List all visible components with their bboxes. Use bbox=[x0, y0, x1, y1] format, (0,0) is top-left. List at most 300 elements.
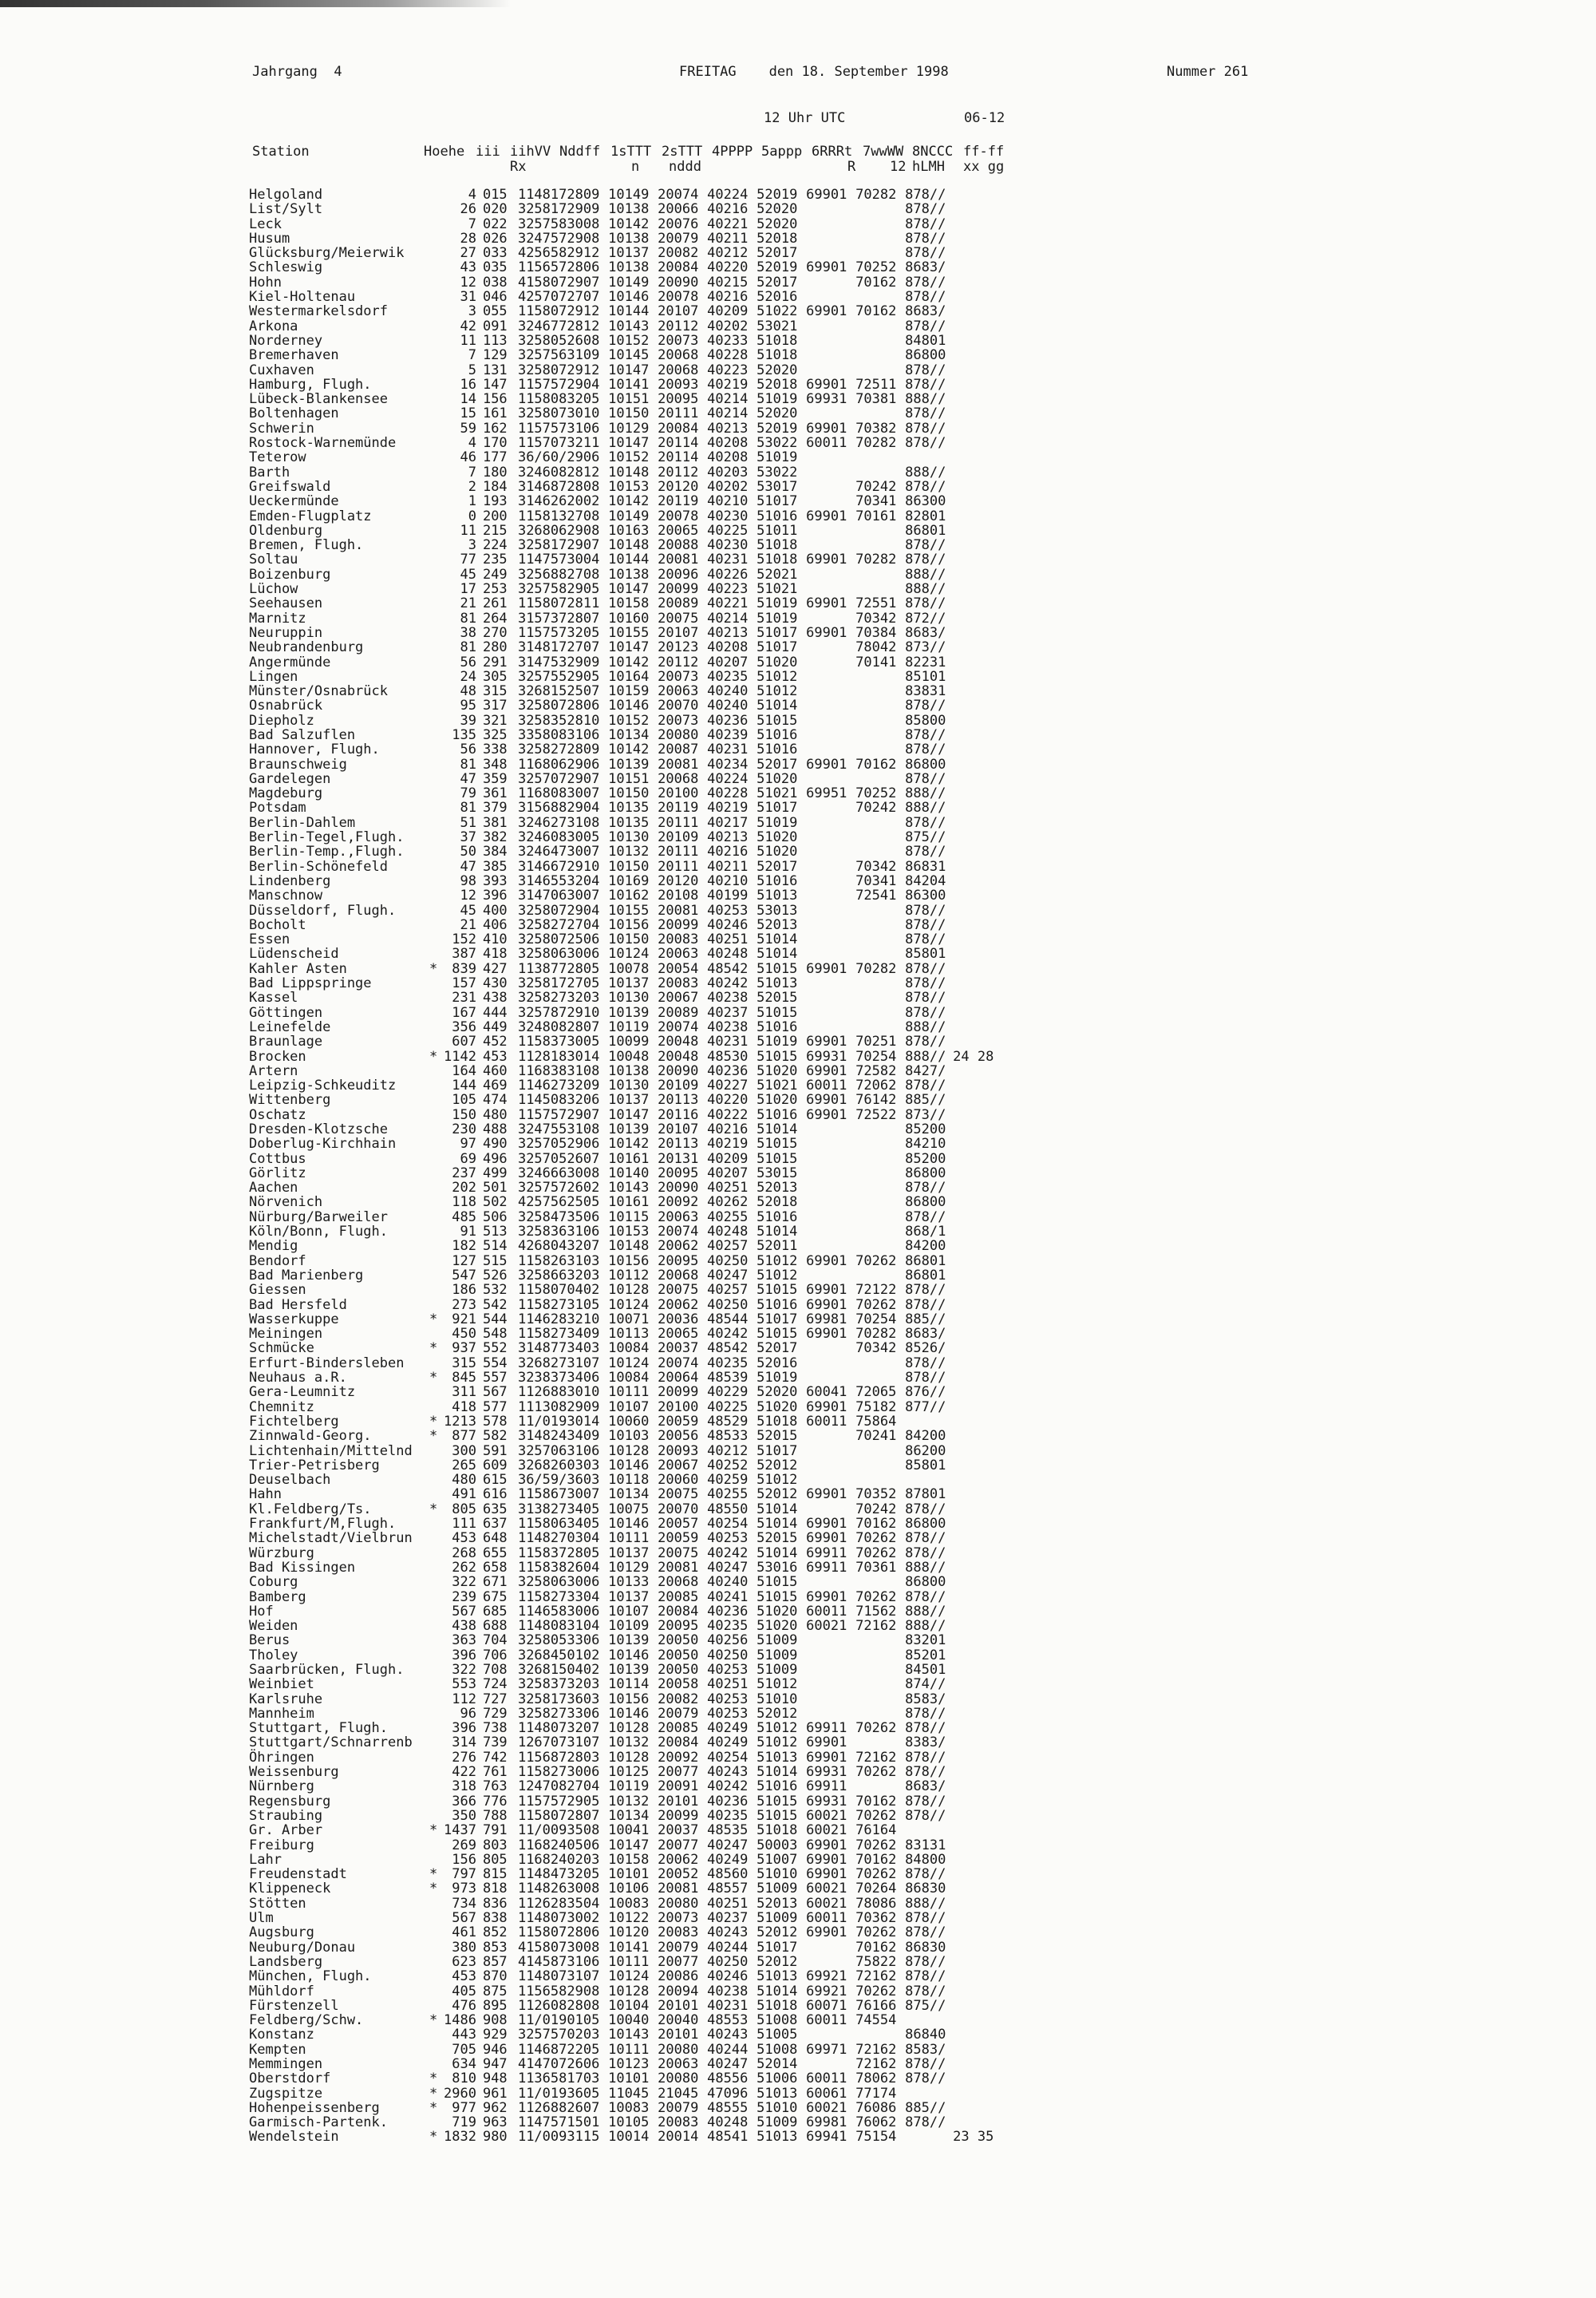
group-4pppp: 48560 bbox=[707, 1866, 749, 1883]
group-2sttt: 20074 bbox=[658, 187, 699, 203]
mountain-marker bbox=[429, 2043, 444, 2057]
group-2sttt: 20058 bbox=[658, 1676, 699, 1693]
group-nddff: 63008 bbox=[559, 1165, 600, 1181]
group-7wwww: 70262 bbox=[855, 1720, 897, 1737]
station-name: Doberlug-Kirchhain bbox=[249, 1136, 397, 1153]
group-6rrrt bbox=[806, 874, 855, 888]
group-iihvv: 11568 bbox=[517, 1749, 559, 1766]
group-ffff bbox=[953, 2027, 1006, 2042]
station-name: Straubing bbox=[249, 1807, 323, 1824]
group-iihvv: 11582 bbox=[517, 1588, 559, 1605]
group-8nccc: 85201 bbox=[905, 1647, 946, 1663]
group-ffff bbox=[953, 640, 1006, 655]
group-2sttt: 20050 bbox=[658, 1647, 699, 1663]
group-nddff: 43409 bbox=[559, 1428, 600, 1445]
station-height: 50 bbox=[460, 844, 476, 860]
group-iihvv: 31465 bbox=[517, 872, 559, 889]
group-6rrrt bbox=[806, 698, 855, 713]
group-6rrrt bbox=[806, 406, 855, 421]
group-8nccc: 888// bbox=[905, 464, 946, 481]
group-iihvv: 11262 bbox=[517, 1895, 559, 1912]
station-name: Chemnitz bbox=[249, 1398, 314, 1415]
group-5appp: 52011 bbox=[757, 1238, 798, 1255]
station-height: 491 bbox=[452, 1486, 476, 1503]
group-4pppp: 40213 bbox=[707, 420, 749, 437]
group-nddff: 72806 bbox=[559, 259, 600, 276]
group-7wwww: 70162 bbox=[855, 1851, 897, 1868]
group-ffff bbox=[953, 509, 1006, 524]
group-nddff: 52607 bbox=[559, 1150, 600, 1167]
mountain-marker bbox=[429, 1750, 444, 1765]
mountain-marker: * bbox=[429, 1428, 438, 1445]
group-nddff: 73603 bbox=[559, 1691, 600, 1707]
group-1sttt: 10163 bbox=[608, 522, 650, 539]
station-height: 127 bbox=[452, 1252, 476, 1269]
station-id: 578 bbox=[482, 1413, 508, 1430]
table-row bbox=[249, 421, 1006, 436]
group-4pppp: 40242 bbox=[707, 1778, 749, 1795]
group-7wwww bbox=[855, 1152, 905, 1166]
group-5appp: 53022 bbox=[757, 435, 798, 452]
group-6rrrt bbox=[806, 582, 855, 596]
station-name: Bamberg bbox=[249, 1588, 306, 1605]
group-6rrrt bbox=[806, 976, 855, 991]
station-id: 963 bbox=[482, 2114, 508, 2131]
group-7wwww bbox=[855, 1575, 905, 1589]
mountain-marker bbox=[429, 1633, 444, 1647]
station-id: 156 bbox=[482, 391, 508, 408]
group-1sttt: 10147 bbox=[608, 581, 650, 598]
mountain-marker bbox=[429, 319, 444, 334]
group-4pppp: 40213 bbox=[707, 829, 749, 846]
group-5appp: 51021 bbox=[757, 581, 798, 598]
table-row bbox=[249, 1750, 1006, 1765]
group-7wwww bbox=[855, 1268, 905, 1283]
group-2sttt: 20080 bbox=[658, 726, 699, 743]
group-7wwww: 70254 bbox=[855, 1048, 897, 1065]
table-row bbox=[249, 1779, 1006, 1794]
group-8nccc: 875// bbox=[905, 1997, 946, 2014]
group-5appp: 51020 bbox=[757, 1618, 798, 1635]
table-row bbox=[249, 1925, 1006, 1940]
group-4pppp: 40254 bbox=[707, 1516, 749, 1533]
group-ffff bbox=[953, 1429, 1006, 1443]
group-1sttt: 10128 bbox=[608, 1983, 650, 1999]
group-1sttt: 10139 bbox=[608, 1004, 650, 1021]
station-name: Gera-Leumnitz bbox=[249, 1384, 356, 1401]
group-5appp: 51017 bbox=[757, 1311, 798, 1327]
station-id: 444 bbox=[482, 1004, 508, 1021]
mountain-marker bbox=[429, 436, 444, 450]
group-nddff: 73205 bbox=[559, 624, 600, 641]
mountain-marker: * bbox=[429, 2085, 438, 2102]
group-7wwww bbox=[855, 1473, 905, 1487]
station-name: Teterow bbox=[249, 449, 306, 466]
group-nddff: 73405 bbox=[559, 1501, 600, 1517]
mountain-marker bbox=[429, 1166, 444, 1181]
group-2sttt: 20068 bbox=[658, 1574, 699, 1591]
group-nddff: 32909 bbox=[559, 654, 600, 670]
station-height: 17 bbox=[460, 581, 476, 598]
group-iihvv: 11365 bbox=[517, 2071, 559, 2087]
group-7wwww: 76062 bbox=[855, 2114, 897, 2131]
group-6rrrt: 69901 bbox=[806, 508, 847, 524]
station-height: 422 bbox=[452, 1764, 476, 1781]
table-row bbox=[249, 1969, 1006, 1984]
group-iihvv: 11475 bbox=[517, 2114, 559, 2131]
group-ffff bbox=[953, 290, 1006, 304]
group-iihvv: 32582 bbox=[517, 990, 559, 1007]
group-ffff bbox=[953, 1984, 1006, 1999]
group-4pppp: 40240 bbox=[707, 1574, 749, 1591]
station-name: Regensburg bbox=[249, 1793, 331, 1810]
group-8nccc: 878// bbox=[905, 1530, 946, 1547]
table-row bbox=[249, 1414, 1006, 1429]
group-5appp: 52017 bbox=[757, 756, 798, 773]
station-id: 393 bbox=[482, 872, 508, 889]
station-height: 95 bbox=[460, 698, 476, 714]
group-1sttt: 10111 bbox=[608, 1953, 650, 1970]
group-nddff: 82607 bbox=[559, 2099, 600, 2116]
station-height: 45 bbox=[460, 902, 476, 919]
group-iihvv: 32580 bbox=[517, 1574, 559, 1591]
group-ffff bbox=[953, 1341, 1006, 1355]
group-8nccc: 873// bbox=[905, 1106, 946, 1123]
group-1sttt: 10138 bbox=[608, 566, 650, 583]
table-row bbox=[249, 1502, 1006, 1517]
group-2sttt: 20112 bbox=[658, 318, 699, 334]
mountain-marker bbox=[429, 714, 444, 728]
group-1sttt: 10048 bbox=[608, 1048, 650, 1065]
station-height: 4 bbox=[468, 435, 476, 452]
group-5appp: 52016 bbox=[757, 1355, 798, 1371]
table-row bbox=[249, 1663, 1006, 1677]
group-5appp: 52013 bbox=[757, 1180, 798, 1196]
group-iihvv: 11/01 bbox=[517, 2085, 559, 2102]
group-nddff: 62505 bbox=[559, 1194, 600, 1211]
mountain-marker bbox=[429, 2027, 444, 2042]
group-7wwww bbox=[855, 670, 905, 684]
station-id: 452 bbox=[482, 1034, 508, 1050]
station-id: 396 bbox=[482, 888, 508, 904]
group-iihvv: 32581 bbox=[517, 975, 559, 992]
mountain-marker bbox=[429, 1108, 444, 1122]
group-8nccc: 85101 bbox=[905, 668, 946, 685]
group-nddff: 83007 bbox=[559, 785, 600, 802]
station-id: 582 bbox=[482, 1428, 508, 1445]
group-iihvv: 11450 bbox=[517, 1092, 559, 1109]
group-2sttt: 20077 bbox=[658, 1953, 699, 1970]
group-5appp: 51021 bbox=[757, 785, 798, 802]
table-row bbox=[249, 1385, 1006, 1399]
group-1sttt: 10078 bbox=[608, 960, 650, 977]
group-6rrrt: 69901 bbox=[806, 1749, 847, 1766]
mountain-marker bbox=[429, 202, 444, 216]
group-8nccc bbox=[905, 1823, 953, 1837]
station-id: 193 bbox=[482, 493, 508, 510]
group-4pppp: 40233 bbox=[707, 332, 749, 349]
group-6rrrt bbox=[806, 1020, 855, 1034]
group-ffff bbox=[953, 1283, 1006, 1297]
group-iihvv: 11/01 bbox=[517, 1413, 559, 1430]
station-name: Ueckermünde bbox=[249, 493, 339, 510]
station-id: 763 bbox=[482, 1778, 508, 1795]
group-7wwww: 70342 bbox=[855, 610, 897, 627]
group-7wwww bbox=[855, 1356, 905, 1370]
station-id: 453 bbox=[482, 1048, 508, 1065]
group-2sttt: 20068 bbox=[658, 1267, 699, 1283]
group-5appp: 51012 bbox=[757, 1734, 798, 1751]
group-4pppp: 40230 bbox=[707, 537, 749, 554]
group-6rrrt bbox=[806, 1006, 855, 1020]
group-8nccc: 878// bbox=[905, 770, 946, 787]
table-row bbox=[249, 1911, 1006, 1925]
station-height: 262 bbox=[452, 1559, 476, 1576]
group-4pppp: 40241 bbox=[707, 1588, 749, 1605]
group-7wwww: 71562 bbox=[855, 1603, 897, 1620]
group-1sttt: 10138 bbox=[608, 1062, 650, 1079]
station-name: Bremen, Flugh. bbox=[249, 537, 364, 554]
group-1sttt: 10155 bbox=[608, 624, 650, 641]
group-5appp: 51019 bbox=[757, 814, 798, 831]
group-8nccc: 85801 bbox=[905, 1457, 946, 1473]
group-1sttt: 10153 bbox=[608, 1224, 650, 1240]
station-name: Bad Salzuflen bbox=[249, 726, 356, 743]
group-ffff bbox=[953, 1006, 1006, 1020]
group-2sttt: 20095 bbox=[658, 1165, 699, 1181]
group-6rrrt: 60041 bbox=[806, 1384, 847, 1401]
station-height: 5 bbox=[468, 362, 476, 378]
group-2sttt: 20086 bbox=[658, 1968, 699, 1985]
group-nddff: 82909 bbox=[559, 1398, 600, 1415]
group-8nccc: 878// bbox=[905, 1749, 946, 1766]
group-1sttt: 10041 bbox=[608, 1822, 650, 1839]
mountain-marker bbox=[429, 1940, 444, 1955]
group-ffff bbox=[953, 378, 1006, 392]
group-ffff bbox=[953, 1210, 1006, 1224]
station-id: 526 bbox=[482, 1267, 508, 1283]
group-iihvv: 32581 bbox=[517, 1691, 559, 1707]
mountain-marker bbox=[429, 1707, 444, 1721]
station-name: Osnabrück bbox=[249, 698, 323, 714]
group-5appp: 51014 bbox=[757, 1983, 798, 1999]
group-ffff bbox=[953, 1400, 1006, 1414]
group-7wwww: 70262 bbox=[855, 1866, 897, 1883]
group-5appp: 51006 bbox=[757, 2071, 798, 2087]
station-height: 15 bbox=[460, 405, 476, 422]
group-1sttt: 10146 bbox=[608, 1705, 650, 1722]
group-7wwww bbox=[855, 1444, 905, 1458]
station-id: 961 bbox=[482, 2085, 508, 2102]
group-8nccc: 86840 bbox=[905, 2027, 946, 2043]
group-2sttt: 20090 bbox=[658, 1062, 699, 1079]
group-5appp: 51016 bbox=[757, 1778, 798, 1795]
group-5appp: 51022 bbox=[757, 303, 798, 320]
group-7wwww: 76142 bbox=[855, 1092, 897, 1109]
group-6rrrt: 69901 bbox=[806, 756, 847, 773]
station-height: 7 bbox=[468, 464, 476, 481]
group-7wwww bbox=[855, 1735, 905, 1750]
table-row bbox=[249, 904, 1006, 918]
group-ffff bbox=[953, 947, 1006, 961]
group-7wwww bbox=[855, 714, 905, 728]
table-row bbox=[249, 714, 1006, 728]
group-ffff bbox=[953, 2013, 1006, 2027]
table-row bbox=[249, 319, 1006, 334]
station-name: Schwerin bbox=[249, 420, 314, 437]
mountain-marker bbox=[429, 1999, 444, 2013]
group-6rrrt bbox=[806, 860, 855, 874]
group-1sttt: 10137 bbox=[608, 1092, 650, 1109]
group-nddff: 83104 bbox=[559, 1618, 600, 1635]
station-name: Feldberg/Schw. bbox=[249, 2012, 364, 2029]
group-6rrrt bbox=[806, 1429, 855, 1443]
group-6rrrt bbox=[806, 742, 855, 757]
station-id: 791 bbox=[482, 1822, 508, 1839]
station-name: Schleswig bbox=[249, 259, 323, 276]
group-5appp: 51021 bbox=[757, 1078, 798, 1094]
mountain-marker bbox=[429, 406, 444, 421]
mountain-marker bbox=[429, 1356, 444, 1370]
group-8nccc: 868/1 bbox=[905, 1224, 946, 1240]
group-5appp: 52018 bbox=[757, 376, 798, 393]
group-6rrrt bbox=[806, 684, 855, 698]
mountain-marker bbox=[429, 860, 444, 874]
group-6rrrt bbox=[806, 1152, 855, 1166]
group-6rrrt bbox=[806, 538, 855, 552]
group-4pppp: 48530 bbox=[707, 1048, 749, 1065]
group-ffff bbox=[953, 524, 1006, 538]
station-name: Nürnberg bbox=[249, 1778, 314, 1795]
group-2sttt: 20048 bbox=[658, 1048, 699, 1065]
group-8nccc: 86200 bbox=[905, 1442, 946, 1459]
group-ffff bbox=[953, 1765, 1006, 1779]
group-4pppp: 40199 bbox=[707, 888, 749, 904]
group-1sttt: 10106 bbox=[608, 1881, 650, 1897]
group-7wwww bbox=[855, 465, 905, 480]
group-iihvv: 11575 bbox=[517, 1793, 559, 1810]
station-height: 111 bbox=[452, 1516, 476, 1533]
group-2sttt: 20082 bbox=[658, 245, 699, 262]
station-height: 805 bbox=[452, 1501, 476, 1517]
group-6rrrt bbox=[806, 334, 855, 348]
group-1sttt: 10119 bbox=[608, 1018, 650, 1035]
group-5appp: 51017 bbox=[757, 1442, 798, 1459]
group-nddff: 82912 bbox=[559, 245, 600, 262]
group-ffff bbox=[953, 1195, 1006, 1209]
group-5appp: 51015 bbox=[757, 1326, 798, 1343]
station-height: 973 bbox=[452, 1881, 476, 1897]
group-nddff: 63006 bbox=[559, 1574, 600, 1591]
group-5appp: 51014 bbox=[757, 1764, 798, 1781]
station-height: 839 bbox=[452, 960, 476, 977]
group-ffff bbox=[953, 874, 1006, 888]
group-4pppp: 48533 bbox=[707, 1428, 749, 1445]
group-6rrrt bbox=[806, 1195, 855, 1209]
group-iihvv: 11575 bbox=[517, 376, 559, 393]
group-iihvv: 32681 bbox=[517, 683, 559, 700]
group-iihvv: 11683 bbox=[517, 1062, 559, 1079]
group-5appp: 51010 bbox=[757, 1691, 798, 1707]
group-5appp: 51009 bbox=[757, 1647, 798, 1663]
group-8nccc: 872// bbox=[905, 610, 946, 627]
group-6rrrt bbox=[806, 1356, 855, 1370]
station-id: 513 bbox=[482, 1224, 508, 1240]
group-4pppp: 40253 bbox=[707, 1705, 749, 1722]
group-2sttt: 20116 bbox=[658, 1106, 699, 1123]
station-height: 56 bbox=[460, 742, 476, 758]
group-iihvv: 11268 bbox=[517, 2099, 559, 2116]
group-2sttt: 20084 bbox=[658, 1734, 699, 1751]
group-7wwww bbox=[855, 1458, 905, 1473]
group-7wwww bbox=[855, 830, 905, 844]
group-8nccc: 878// bbox=[905, 1296, 946, 1313]
group-iihvv: 11682 bbox=[517, 1837, 559, 1853]
group-1sttt: 10112 bbox=[608, 1267, 650, 1283]
group-ffff bbox=[953, 1224, 1006, 1239]
station-name: Boizenburg bbox=[249, 566, 331, 583]
group-6rrrt bbox=[806, 231, 855, 246]
station-id: 177 bbox=[482, 449, 508, 466]
group-7wwww: 70352 bbox=[855, 1486, 897, 1503]
group-5appp: 51012 bbox=[757, 1267, 798, 1283]
station-name: Aachen bbox=[249, 1180, 298, 1196]
group-2sttt: 20079 bbox=[658, 1939, 699, 1956]
station-name: Arkona bbox=[249, 318, 298, 334]
volume-label: Jahrgang 4 bbox=[252, 64, 342, 80]
mountain-marker bbox=[429, 1590, 444, 1604]
group-1sttt: 10040 bbox=[608, 2012, 650, 2029]
group-4pppp: 40207 bbox=[707, 654, 749, 670]
mountain-marker: * bbox=[429, 1866, 438, 1883]
group-7wwww: 72122 bbox=[855, 1282, 897, 1299]
group-1sttt: 10142 bbox=[608, 1136, 650, 1153]
table-row bbox=[249, 1575, 1006, 1589]
mountain-marker bbox=[429, 465, 444, 480]
group-7wwww bbox=[855, 1370, 905, 1385]
group-7wwww bbox=[855, 1224, 905, 1239]
group-ffff bbox=[953, 363, 1006, 378]
table-row bbox=[249, 1546, 1006, 1560]
group-iihvv: 11/01 bbox=[517, 2012, 559, 2029]
table-row bbox=[249, 378, 1006, 392]
group-7wwww: 72551 bbox=[855, 595, 897, 612]
group-5appp: 52020 bbox=[757, 201, 798, 218]
station-height: 156 bbox=[452, 1851, 476, 1868]
group-6rrrt bbox=[806, 319, 855, 334]
table-row bbox=[249, 1093, 1006, 1107]
group-4pppp: 40221 bbox=[707, 595, 749, 612]
group-4pppp: 40235 bbox=[707, 1618, 749, 1635]
group-5appp: 51010 bbox=[757, 2099, 798, 2116]
group-2sttt: 20066 bbox=[658, 201, 699, 218]
group-6rrrt bbox=[806, 670, 855, 684]
group-nddff: 83504 bbox=[559, 1895, 600, 1912]
station-name: Gr. Arber bbox=[249, 1822, 323, 1839]
group-2sttt: 20073 bbox=[658, 668, 699, 685]
table-row bbox=[249, 626, 1006, 640]
group-1sttt: 10156 bbox=[608, 1252, 650, 1269]
group-8nccc: 888// bbox=[905, 800, 946, 817]
group-1sttt: 10124 bbox=[608, 1355, 650, 1371]
group-5appp: 53017 bbox=[757, 478, 798, 495]
station-name: Neubrandenburg bbox=[249, 639, 364, 656]
group-nddff: 72807 bbox=[559, 1807, 600, 1824]
station-id: 184 bbox=[482, 478, 508, 495]
group-6rrrt: 60021 bbox=[806, 2099, 847, 2116]
group-ffff bbox=[953, 1064, 1006, 1078]
table-row bbox=[249, 2027, 1006, 2042]
